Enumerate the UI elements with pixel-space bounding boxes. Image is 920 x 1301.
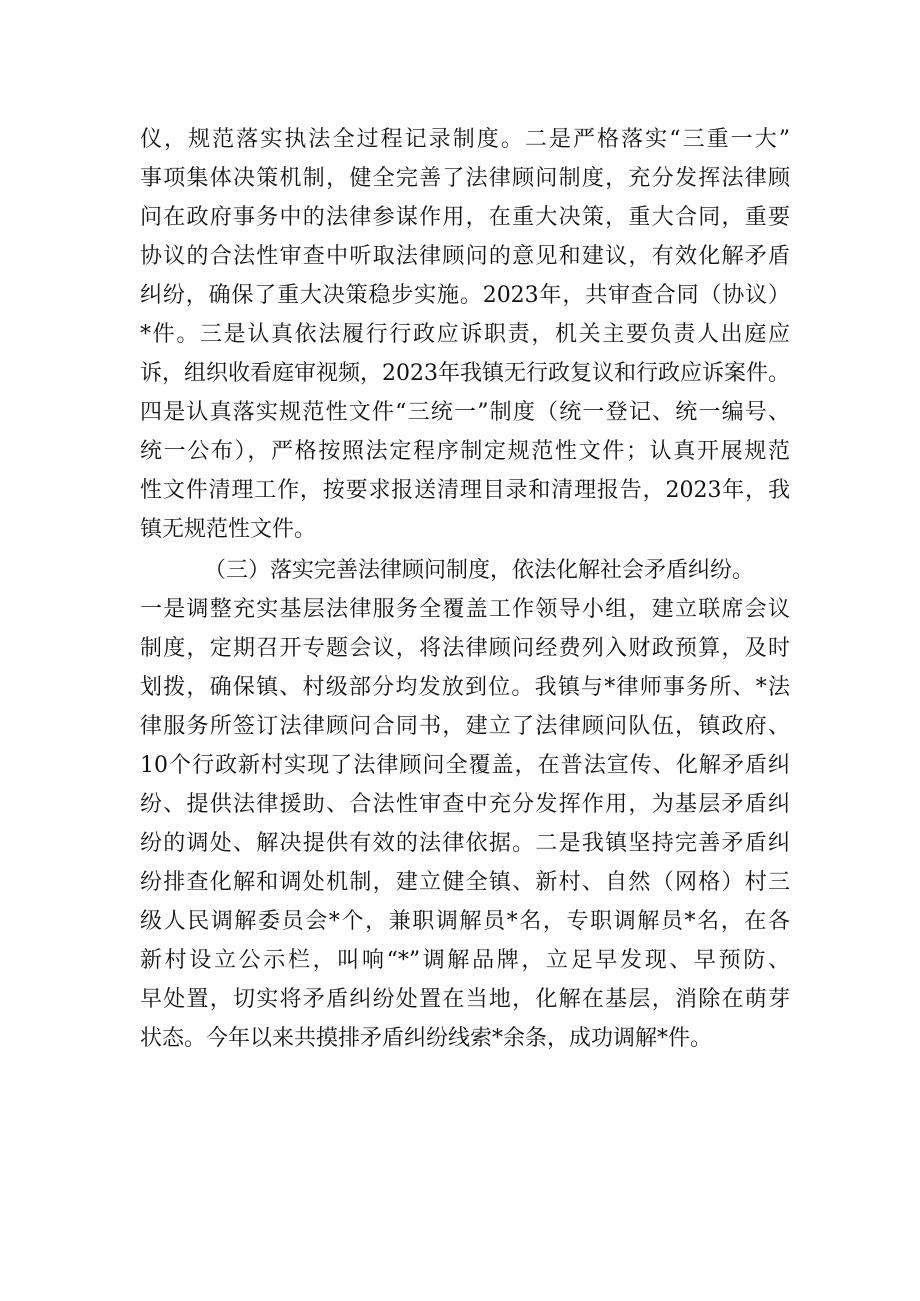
paragraph-legal-advisor <box>140 551 790 1058</box>
text-line: 纷排查化解和调处机制，建立健全镇、新村、自然（网格）村三 <box>140 870 790 895</box>
text-line: 协议的合法性审查中听取法律顾问的意见和建议，有效化解矛盾 <box>140 244 790 269</box>
text-line: 镇无规范性文件。 <box>140 517 317 542</box>
text-line: 问在政府事务中的法律参谋作用，在重大决策，重大合同，重要 <box>140 205 790 230</box>
text-line: 制度，定期召开专题会议，将法律顾问经费列入财政预算，及时 <box>140 636 790 661</box>
text-line: 律服务所签订法律顾问合同书，建立了法律顾问队伍，镇政府、 <box>140 714 790 739</box>
text-line: 级人民调解委员会*个，兼职调解员*名，专职调解员*名，在各 <box>140 909 790 934</box>
text-line: 纷的调处、解决提供有效的法律依据。二是我镇坚持完善矛盾纠 <box>140 831 790 856</box>
text-line: 诉，组织收看庭审视频，2023年我镇无行政复议和行政应诉案件。 <box>140 361 790 386</box>
text-line: 事项集体决策机制，健全完善了法律顾问制度，充分发挥法律顾 <box>140 166 790 191</box>
text-line: 早处置，切实将矛盾纠纷处置在当地，化解在基层，消除在萌芽 <box>140 987 790 1012</box>
text-line: *件。三是认真依法履行行政应诉职责，机关主要负责人出庭应 <box>140 322 790 347</box>
text-line: 仪，规范落实执法全过程记录制度。二是严格落实“三重一大” <box>140 127 790 152</box>
text-line: 性文件清理工作，按要求报送清理目录和清理报告，2023年，我 <box>140 478 790 503</box>
text-line: 纷、提供法律援助、合法性审查中充分发挥作用，为基层矛盾纠 <box>140 792 790 817</box>
section-heading-line: （三）落实完善法律顾问制度，依法化解社会矛盾纠纷。 <box>204 558 755 583</box>
text-line: 状态。今年以来共摸排矛盾纠纷线索*余条，成功调解*件。 <box>140 1026 713 1051</box>
text-line: 纠纷，确保了重大决策稳步实施。2023年，共审查合同（协议） <box>140 283 790 308</box>
document-body <box>140 120 790 1058</box>
text-line: 新村设立公示栏，叫响“*”调解品牌，立足早发现、早预防、 <box>140 948 790 973</box>
text-line: 统一公布），严格按照法定程序制定规范性文件；认真开展规范 <box>140 439 790 464</box>
text-line: 四是认真落实规范性文件“三统一”制度（统一登记、统一编号、 <box>140 400 790 425</box>
text-line: 一是调整充实基层法律服务全覆盖工作领导小组，建立联席会议 <box>140 597 790 622</box>
paragraph-legal-system <box>140 120 790 549</box>
text-line: 划拨，确保镇、村级部分均发放到位。我镇与*律师事务所、*法 <box>140 675 790 700</box>
text-line: 10个行政新村实现了法律顾问全覆盖，在普法宣传、化解矛盾纠 <box>140 753 790 778</box>
